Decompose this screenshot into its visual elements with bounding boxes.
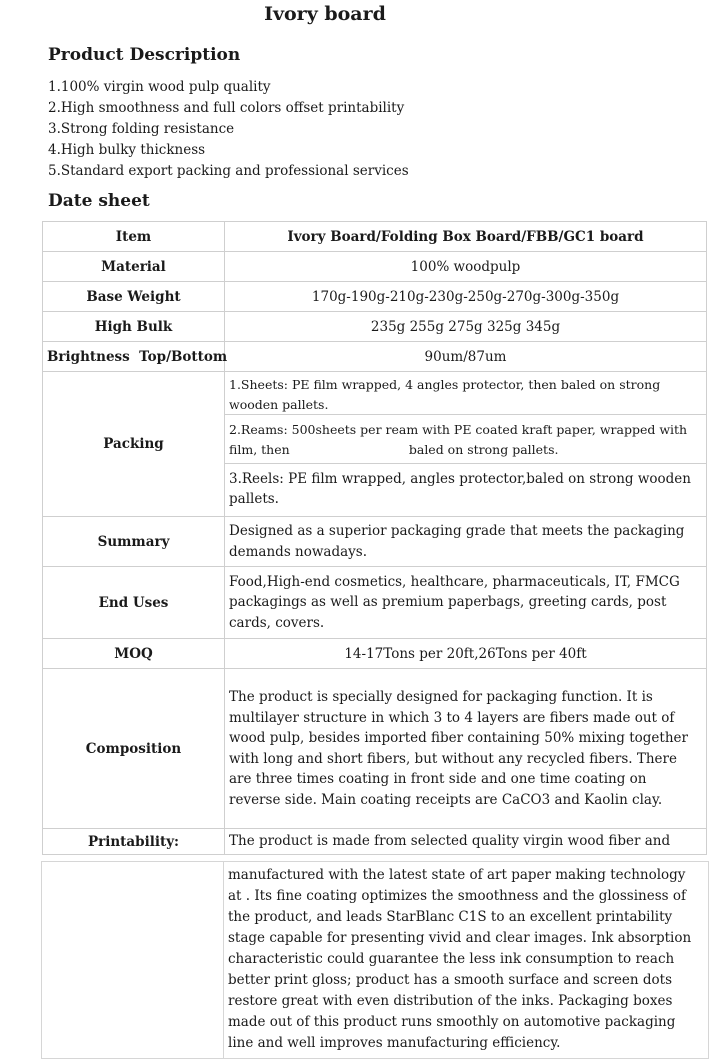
packing-sheets: 1.Sheets: PE film wrapped, 4 angles protector, then baled on strong wooden pallets. [225,372,706,415]
page-title: Ivory board [264,3,386,25]
table-row [43,282,707,312]
enduses-label: End Uses [43,567,225,639]
composition-label: Composition [43,669,225,829]
bulk-value: 235g 255g 275g 325g 345g [225,312,707,342]
table-row [43,567,707,639]
table-row [43,252,707,282]
description-item: 3.Strong folding resistance [48,121,235,137]
printability-value: The product is made from selected quality virgin wood fiber and [225,829,707,855]
table-row [43,312,707,342]
summary-label: Summary [43,517,225,567]
table-row [43,372,707,517]
summary-value: Designed as a superior packaging grade that meets the packaging demands nowadays. [225,517,707,567]
composition-value: The product is specially designed for packaging function. It is multilayer structure in which 3 to 4 layers are fibers made out of wood pulp, besides imported fiber containing 50% mixing together with long and short fibers, but without any recycled fibers. There are three times coating in front side and one time coating on reverse side. Main coating receipts are CaCO3 and Kaolin clay. [225,669,707,829]
table-row [43,639,707,669]
description-item: 2.High smoothness and full colors offset printability [48,100,405,116]
packing-cell [225,372,707,517]
datasheet-table [42,221,707,855]
packing-label: Packing [43,372,225,517]
description-item: 4.High bulky thickness [48,142,206,158]
moq-value: 14-17Tons per 20ft,26Tons per 40ft [225,639,707,669]
brightness-label: Brightness Top/Bottom [43,342,225,372]
enduses-value: Food,High-end cosmetics, healthcare, pharmaceuticals, IT, FMCG packagings as well as premium paperbags, greeting cards, post cards, covers. [225,567,707,639]
printability-label: Printability: [43,829,225,855]
moq-label: MOQ [43,639,225,669]
weight-label: Base Weight [43,282,225,312]
table-row [43,222,707,252]
material-value: 100% woodpulp [225,252,707,282]
printability-continuation [41,861,709,1059]
bulk-label: High Bulk [43,312,225,342]
packing-reels: 3.Reels: PE film wrapped, angles protector,baled on strong wooden pallets. [229,471,691,507]
item-label: Item [43,222,225,252]
table-row [43,669,707,829]
printability-continuation-text: manufactured with the latest state of art paper making technology at . Its fine coating optimizes the smoothness and the glossiness of the product, and leads StarBlanc C1S to an excellent printability stage capable for presenting vivid and clear images. Ink absorption characteristic could guarantee the less ink consumption to reach better print gloss; product has a smooth surface and screen dots restore great with even distribution of the inks. Packaging boxes made out of this product runs smoothly on automotive packaging line and well improves manufacturing efficiency. [223,862,701,1058]
weight-value: 170g-190g-210g-230g-250g-270g-300g-350g [225,282,707,312]
item-value: Ivory Board/Folding Box Board/FBB/GC1 board [225,222,707,252]
table-row [43,517,707,567]
brightness-value: 90um/87um [225,342,707,372]
description-list [48,77,409,182]
product-description-heading: Product Description [48,45,241,65]
material-label: Material [43,252,225,282]
table-row [43,342,707,372]
description-item: 1.100% virgin wood pulp quality [48,79,271,95]
datasheet-heading: Date sheet [48,191,150,211]
description-item: 5.Standard export packing and professional services [48,163,409,179]
packing-reams: 2.Reams: 500sheets per ream with PE coated kraft paper, wrapped with film, then baled on strong pallets. [225,415,706,464]
table-row [43,829,707,855]
